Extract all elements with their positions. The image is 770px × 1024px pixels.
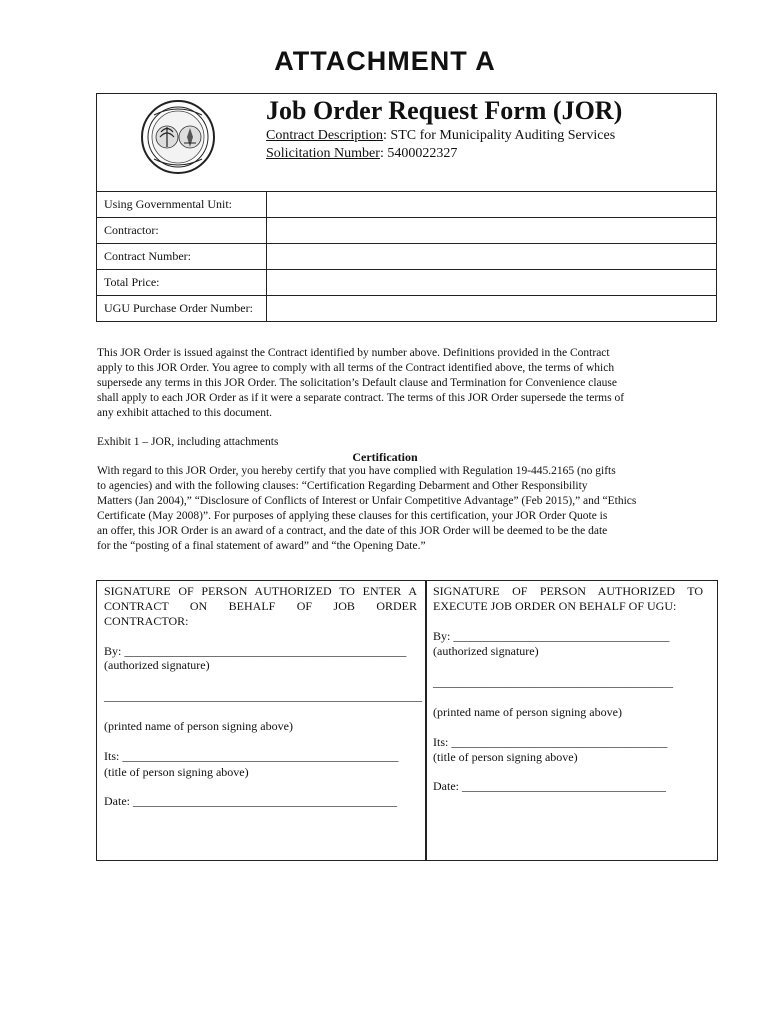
body-line: apply to this JOR Order. You agree to comply with all terms of the Contract identified above, the terms of which — [97, 362, 615, 374]
state-seal-icon — [140, 99, 216, 175]
left-printed-name-label: (printed name of person signing above) — [104, 719, 293, 733]
contract-description-label: Contract Description — [266, 128, 384, 143]
certification-line: Matters (Jan 2004),” “Disclosure of Conflicts of Interest or Unfair Competitive Advantage” (Feb 2015),” and “Ethics — [97, 495, 637, 507]
certification-line: to agencies) and with the following clauses: “Certification Regarding Debarment and Other Responsibility — [97, 480, 588, 492]
right-its-line[interactable]: Its: ____________________________________ — [433, 735, 668, 749]
left-by-line[interactable]: By: _______________________________________________ — [104, 644, 407, 658]
left-date-line[interactable]: Date: ____________________________________________ — [104, 794, 397, 808]
table-row — [97, 270, 717, 296]
solicitation-number — [266, 146, 457, 162]
certification-line: an offer, this JOR Order is an award of a contract, and the date of this JOR Order will be deemed to be the date — [97, 525, 608, 537]
field-label: Contractor: — [97, 218, 267, 244]
certification-line: for the “posting of a final statement of award” and “the Opening Date.” — [97, 540, 426, 552]
body-line: This JOR Order is issued against the Contract identified by number above. Definitions provided in the Contract — [97, 347, 610, 359]
right-authorized-signature-label: (authorized signature) — [433, 644, 539, 658]
body-line: shall apply to each JOR Order as if it were a separate contract. The terms of this JOR Order supersede the terms of — [97, 392, 625, 404]
signature-divider — [425, 580, 427, 861]
certification-line: Certificate (May 2008)”. For purposes of applying these clauses for this certification, your JOR Order Quote is — [97, 510, 608, 522]
left-heading-line1: SIGNATURE OF PERSON AUTHORIZED TO ENTER A — [104, 584, 417, 598]
left-printed-name-line[interactable]: _____________________________________________________ — [104, 689, 422, 703]
left-heading-line3: CONTRACTOR: — [104, 614, 189, 628]
contract-description-value: : STC for Municipality Auditing Services — [383, 128, 616, 143]
table-row — [97, 218, 717, 244]
table-row — [97, 296, 717, 322]
field-value[interactable] — [267, 218, 717, 244]
body-line: any exhibit attached to this document. — [97, 407, 273, 419]
attachment-title: ATTACHMENT A — [274, 46, 496, 76]
table-row — [97, 244, 717, 270]
field-label: Total Price: — [97, 270, 267, 296]
table-row — [97, 192, 717, 218]
order-fields-table — [96, 191, 717, 322]
right-heading-line2: EXECUTE JOB ORDER ON BEHALF OF UGU: — [433, 599, 677, 613]
certification-heading: Certification — [352, 450, 418, 464]
right-by-line[interactable]: By: ____________________________________ — [433, 629, 670, 643]
left-title-label: (title of person signing above) — [104, 765, 249, 779]
field-label: Contract Number: — [97, 244, 267, 270]
body-line: supersede any terms in this JOR Order. The solicitation’s Default clause and Termination for Convenience clause — [97, 377, 617, 389]
field-value[interactable] — [267, 244, 717, 270]
right-date-line[interactable]: Date: __________________________________ — [433, 779, 666, 793]
field-value[interactable] — [267, 270, 717, 296]
field-value[interactable] — [267, 192, 717, 218]
left-heading-line2: CONTRACT ON BEHALF OF JOB ORDER — [104, 599, 417, 613]
left-authorized-signature-label: (authorized signature) — [104, 658, 210, 672]
body-paragraph — [97, 346, 687, 421]
exhibit-line: Exhibit 1 – JOR, including attachments — [97, 436, 279, 448]
certification-paragraph — [97, 464, 687, 554]
right-printed-name-line[interactable]: ________________________________________ — [433, 675, 673, 689]
certification-line: With regard to this JOR Order, you hereby certify that you have complied with Regulation 19-445.2165 (no gifts — [97, 465, 616, 477]
right-title-label: (title of person signing above) — [433, 750, 578, 764]
solicitation-number-label: Solicitation Number — [266, 146, 380, 161]
field-value[interactable] — [267, 296, 717, 322]
field-label: Using Governmental Unit: — [97, 192, 267, 218]
right-printed-name-label: (printed name of person signing above) — [433, 705, 622, 719]
solicitation-number-value: : 5400022327 — [379, 146, 458, 161]
field-label: UGU Purchase Order Number: — [97, 296, 267, 322]
form-title: Job Order Request Form (JOR) — [266, 96, 623, 125]
contract-description — [266, 128, 615, 144]
left-its-line[interactable]: Its: ______________________________________________ — [104, 749, 399, 763]
right-heading-line1: SIGNATURE OF PERSON AUTHORIZED TO — [433, 584, 703, 598]
